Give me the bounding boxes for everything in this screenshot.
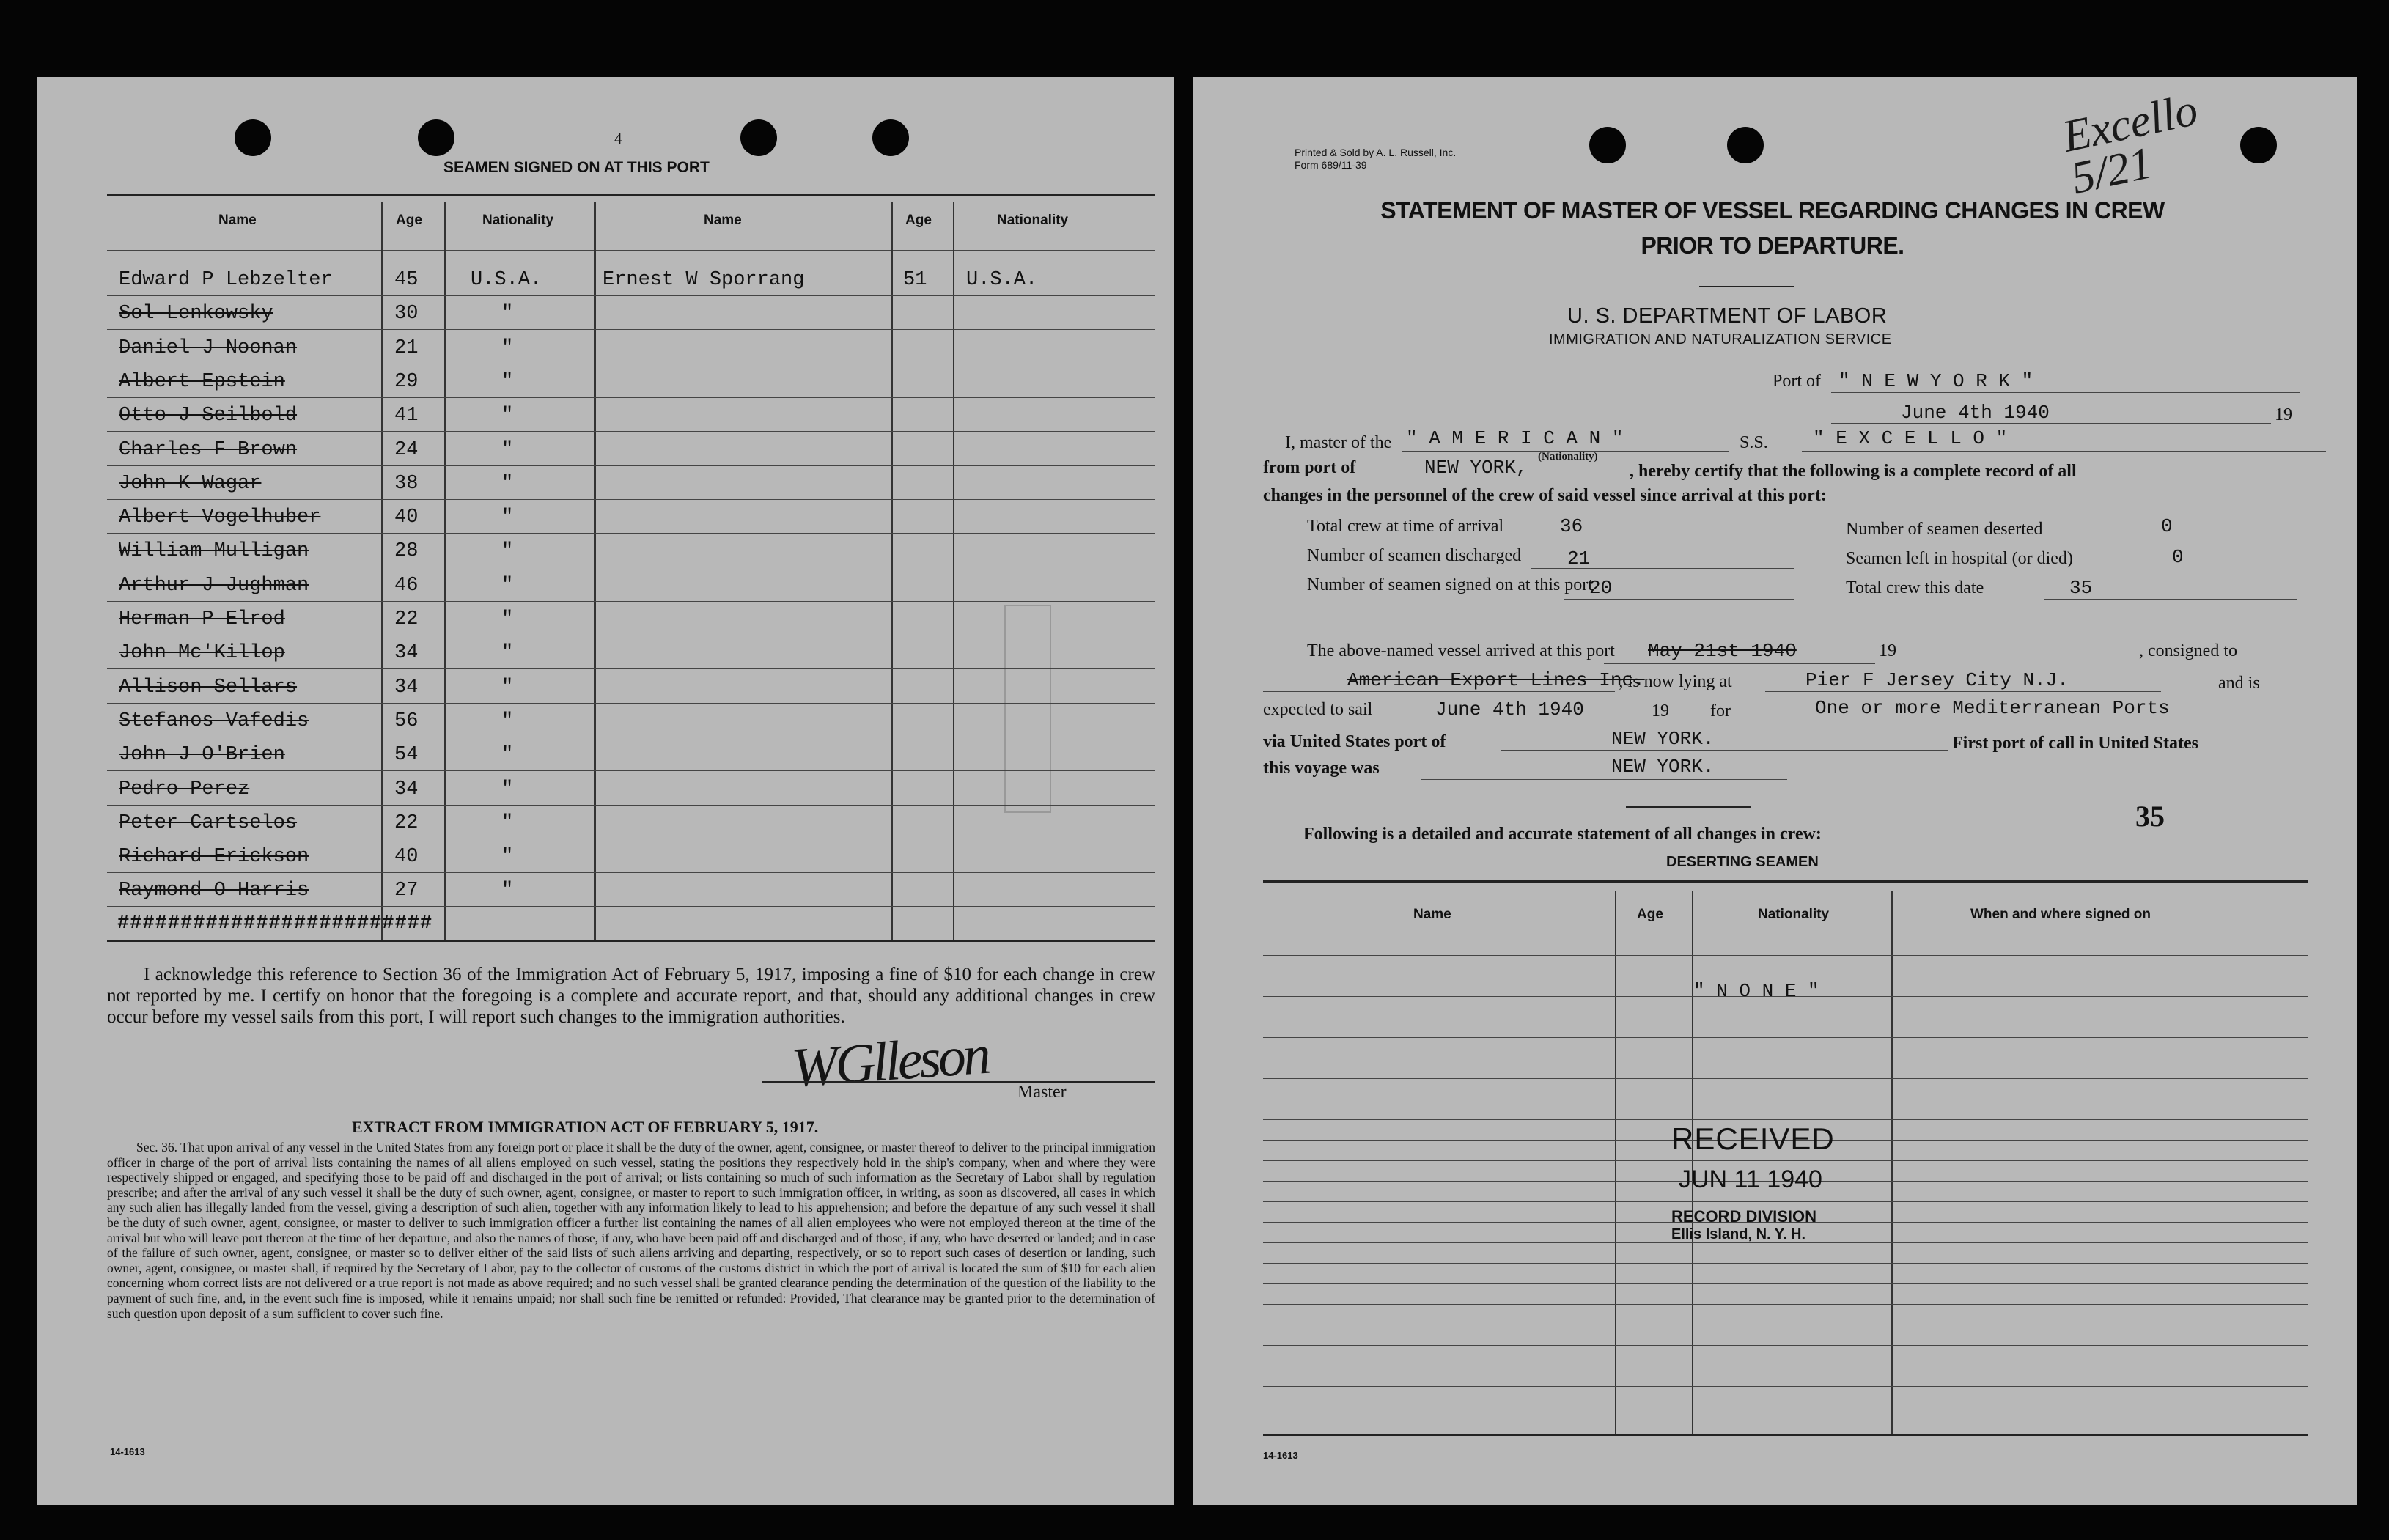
via-value: NEW YORK. bbox=[1611, 728, 1715, 750]
crew-name: Raymond O Harris bbox=[119, 880, 309, 902]
row-rule bbox=[1263, 1304, 2308, 1305]
stamp-location: Ellis Island, N. Y. H. bbox=[1671, 1226, 1806, 1242]
punch-hole bbox=[740, 119, 777, 156]
form-title-line1: STATEMENT OF MASTER OF VESSEL REGARDING CHANGES IN CREW bbox=[1380, 197, 2165, 224]
row-rule bbox=[107, 533, 1155, 534]
row-rule bbox=[107, 295, 1155, 296]
crew-name: Peter Cartselos bbox=[119, 811, 298, 834]
row-rule bbox=[1263, 955, 2308, 956]
deserting-bottom-rule bbox=[1263, 1434, 2308, 1436]
arrived-label: The above-named vessel arrived at this port bbox=[1307, 641, 1615, 660]
left-heading: SEAMEN SIGNED ON AT THIS PORT bbox=[443, 159, 710, 176]
col-head-nationality: Nationality bbox=[482, 213, 554, 228]
crew-name: John J O'Brien bbox=[119, 744, 285, 767]
col-head-name: Name bbox=[704, 213, 742, 228]
right-page bbox=[1193, 77, 2357, 1505]
punch-hole bbox=[418, 119, 454, 156]
crew-name: Otto J Seilbold bbox=[119, 405, 298, 427]
crew-age: 34 bbox=[394, 778, 419, 800]
field-line bbox=[1421, 779, 1787, 780]
received-stamp bbox=[1671, 1121, 1835, 1243]
crew-nationality: " bbox=[501, 778, 514, 800]
printer-line: Printed & Sold by A. L. Russell, Inc. bbox=[1295, 147, 1457, 158]
discharged-value: 21 bbox=[1567, 548, 1591, 570]
crew-nationality: " bbox=[501, 472, 514, 495]
crew-age: 56 bbox=[394, 710, 419, 732]
col-divider bbox=[891, 202, 893, 940]
from-port-label: from port of bbox=[1263, 458, 1356, 477]
crew-name: Charles F Brown bbox=[119, 438, 298, 461]
crew-age: 34 bbox=[394, 676, 419, 699]
total-big: 35 bbox=[2135, 800, 2165, 833]
crew-nationality: U.S.A. bbox=[966, 269, 1038, 291]
left-page bbox=[37, 77, 1174, 1505]
hospital-label: Seamen left in hospital (or died) bbox=[1846, 549, 2073, 568]
handwritten-note: Excello 5/21 bbox=[2058, 84, 2202, 204]
crew-name: Pedro Perez bbox=[119, 778, 250, 800]
punch-hole bbox=[1589, 127, 1626, 163]
crew-name: Stefanos Vafedis bbox=[119, 710, 309, 732]
field-line bbox=[1604, 663, 1875, 664]
row-rule bbox=[107, 770, 1155, 771]
crew-name: John Mc'Killop bbox=[119, 642, 285, 665]
crew-age: 34 bbox=[394, 642, 419, 665]
row-rule bbox=[107, 329, 1155, 330]
row-rule bbox=[1263, 1078, 2308, 1079]
crew-nationality: " bbox=[501, 811, 514, 834]
crew-age: 24 bbox=[394, 438, 419, 461]
crew-nationality: " bbox=[501, 303, 514, 325]
field-line bbox=[1501, 750, 1948, 751]
deserting-col-age: Age bbox=[1637, 907, 1663, 922]
total-crew-date-value: 35 bbox=[2069, 577, 2093, 599]
deserted-label: Number of seamen deserted bbox=[1846, 520, 2043, 539]
deserting-col-divider bbox=[1615, 891, 1616, 1434]
table-bottom-rule bbox=[107, 940, 1155, 942]
crew-age: 45 bbox=[394, 269, 419, 291]
changes-text: changes in the personnel of the crew of said vessel since arrival at this port: bbox=[1263, 486, 1827, 505]
col-divider bbox=[381, 202, 383, 940]
expected-value: June 4th 1940 bbox=[1435, 699, 1584, 721]
crew-age: 28 bbox=[394, 540, 419, 563]
row-rule bbox=[1263, 1386, 2308, 1387]
following-text: Following is a detailed and accurate statement of all changes in crew: bbox=[1303, 825, 1822, 844]
signature-line bbox=[762, 1081, 1155, 1083]
crew-name: John K Wagar bbox=[119, 472, 262, 495]
signed-on-label: Number of seamen signed on at this port bbox=[1307, 575, 1593, 594]
crew-nationality: " bbox=[501, 540, 514, 563]
crew-nationality: " bbox=[501, 370, 514, 393]
col-divider bbox=[594, 202, 596, 940]
form-code: 14-1613 bbox=[1263, 1450, 1298, 1461]
nationality-caption: (Nationality) bbox=[1538, 451, 1598, 463]
row-rule bbox=[107, 668, 1155, 669]
form-title-line2: PRIOR TO DEPARTURE. bbox=[1641, 232, 1904, 259]
field-line bbox=[2044, 599, 2297, 600]
form-title bbox=[1340, 193, 2205, 263]
destination-value: One or more Mediterranean Ports bbox=[1815, 697, 2170, 719]
stamp-date: JUN 11 1940 bbox=[1679, 1165, 1822, 1193]
crew-nationality: " bbox=[501, 608, 514, 630]
lying-label: ; is now lying at bbox=[1619, 672, 1732, 691]
field-line bbox=[1765, 691, 2161, 692]
crew-name: Richard Erickson bbox=[119, 846, 309, 869]
crew-name: Ernest W Sporrang bbox=[603, 269, 805, 291]
crew-nationality: " bbox=[501, 744, 514, 767]
row-rule bbox=[1263, 1345, 2308, 1346]
this-voyage-value: NEW YORK. bbox=[1611, 756, 1715, 778]
crew-name: Sol Lenkowsky bbox=[119, 303, 273, 325]
crew-name: Albert Vogelhuber bbox=[119, 506, 321, 529]
col-divider bbox=[953, 202, 954, 940]
service-name: IMMIGRATION AND NATURALIZATION SERVICE bbox=[1549, 331, 1892, 347]
lying-value: Pier F Jersey City N.J. bbox=[1805, 669, 2069, 691]
crew-age: 46 bbox=[394, 574, 419, 597]
expected-label: expected to sail bbox=[1263, 700, 1373, 719]
col-head-age: Age bbox=[396, 213, 422, 228]
row-rule bbox=[1263, 1263, 2308, 1264]
crew-name: Albert Epstein bbox=[119, 370, 285, 393]
crew-nationality: U.S.A. bbox=[471, 269, 542, 291]
row-rule bbox=[107, 872, 1155, 873]
total-crew-date-label: Total crew this date bbox=[1846, 578, 1984, 597]
from-port-value: NEW YORK, bbox=[1424, 457, 1528, 479]
punch-hole bbox=[872, 119, 909, 156]
port-line bbox=[1831, 392, 2300, 393]
crew-age: 41 bbox=[394, 405, 419, 427]
row-rule bbox=[107, 601, 1155, 602]
table-header-rule bbox=[107, 250, 1155, 251]
extract-text: Sec. 36. That upon arrival of any vessel in the United States from any foreign port or place it shall be the duty of the owner, agent, consignee, or master thereof to deliver to the principal immigration officer in charge of the port of arrival lists containing the names of all aliens employed on such vessel, stating the positions they respectively hold in the ship's company, when and where they were respectively shipped or engaged, and specifying those to be paid off and discharged in the port of arrival; or lists containing so much of such information as the Secretary of Labor shall by regulation prescribe; and after the arrival of any such vessel it shall be the duty of such owner, agent, consignee, or master to report to such immigration officer, in writing, as soon as discovered, all cases in which any such alien has illegally landed from the vessel, giving a description of such alien, together with any information likely to lead to his apprehension; and before the departure of any such vessel it shall be the duty of such owner, agent, consignee, or master to deliver to such immigration officer a further list containing the names of all alien employees who were not employed thereon at the time of the arrival but who will leave port thereon at the time of her departure, and also the names of those, if any, who have been paid off and discharged and of those, if any, who have deserted or landed; and in case of the failure of such owner, agent, consignee, or master so to deliver either of the said lists of such aliens arriving and departing, respectively, or so to report such cases of desertion or landing, such owner, agent, consignee, or master shall, if required by the Secretary of Labor, pay to the collector of customs of the customs district in which the port of arrival is located the sum of $10 for each alien concerning whom correct lists are not delivered or a true report is not made as above required; and no such vessel shall be granted clearance pending the determination of the question of the liability to the payment of such fine, and, in the event such fine is imposed, while it remains unpaid; nor shall such fine be remitted or refunded: Provided, That clearance may be granted prior to the determination of such question upon deposit of a sum sufficient to cover such fine. bbox=[107, 1140, 1155, 1321]
row-rule bbox=[107, 703, 1155, 704]
master-label: Master bbox=[1017, 1083, 1067, 1102]
stamp-received: RECEIVED bbox=[1671, 1121, 1835, 1156]
deserted-value: 0 bbox=[2161, 515, 2173, 537]
discharged-label: Number of seamen discharged bbox=[1307, 546, 1522, 565]
crew-age: 22 bbox=[394, 608, 419, 630]
crew-age: 22 bbox=[394, 811, 419, 834]
this-voyage-label: this voyage was bbox=[1263, 759, 1380, 778]
total-crew-arrival-label: Total crew at time of arrival bbox=[1307, 517, 1504, 536]
date-value: June 4th 1940 bbox=[1901, 402, 2050, 424]
acknowledgement-text: I acknowledge this reference to Section 36 of the Immigration Act of February 5, 1917, imposing a fine of $10 for each change in crew not reported by me. I certify on honor that the foregoing is a complete and accurate report, and that, should any additional changes in crew occur before my vessel sails from this port, I will report such changes to the immigration authorities. bbox=[107, 965, 1155, 1027]
table-top-rule bbox=[107, 194, 1155, 196]
row-rule bbox=[107, 499, 1155, 500]
master-signature: WGlleson bbox=[789, 1023, 990, 1099]
year-prefix: 19 bbox=[1879, 641, 1896, 660]
port-label: Port of bbox=[1773, 372, 1821, 391]
port-value: " N E W Y O R K " bbox=[1838, 370, 2033, 392]
row-rule bbox=[107, 431, 1155, 432]
vessel-value: " E X C E L L O " bbox=[1813, 427, 2008, 449]
crew-name: Arthur J Jughman bbox=[119, 574, 309, 597]
first-port-label: First port of call in United States bbox=[1952, 734, 2198, 753]
consignee-value: American Export Lines Inc. bbox=[1347, 669, 1645, 691]
hospital-value: 0 bbox=[2172, 546, 2184, 568]
department-name: U. S. DEPARTMENT OF LABOR bbox=[1567, 304, 1888, 328]
section-rule bbox=[1626, 806, 1751, 808]
crew-age: 38 bbox=[394, 472, 419, 495]
vessel-line bbox=[1802, 451, 2326, 452]
row-rule bbox=[107, 397, 1155, 398]
crew-age: 54 bbox=[394, 744, 419, 767]
none-value: " N O N E " bbox=[1693, 980, 1819, 1002]
crew-age: 51 bbox=[903, 269, 927, 291]
year-prefix: 19 bbox=[1652, 701, 1669, 721]
field-line bbox=[1263, 691, 1615, 692]
via-label: via United States port of bbox=[1263, 732, 1446, 751]
crew-nationality: " bbox=[501, 846, 514, 869]
field-line bbox=[1531, 568, 1794, 569]
col-head-age: Age bbox=[905, 213, 932, 228]
crew-nationality: " bbox=[501, 506, 514, 529]
crew-nationality: " bbox=[501, 574, 514, 597]
row-rule bbox=[1263, 1119, 2308, 1120]
nationality-value: " A M E R I C A N " bbox=[1406, 427, 1624, 449]
form-number: Form 689/11-39 bbox=[1295, 159, 1367, 171]
row-rule bbox=[107, 805, 1155, 806]
punch-hole bbox=[1727, 127, 1764, 163]
master-of-label: I, master of the bbox=[1285, 433, 1392, 452]
form-code: 14-1613 bbox=[110, 1446, 145, 1457]
extract-title: EXTRACT FROM IMMIGRATION ACT OF FEBRUARY 5, 1917. bbox=[352, 1118, 819, 1136]
and-is-text: and is bbox=[2218, 674, 2260, 693]
year-prefix: 19 bbox=[2275, 405, 2292, 424]
deserting-heading: DESERTING SEAMEN bbox=[1666, 854, 1819, 870]
row-rule bbox=[1263, 1283, 2308, 1284]
crew-nationality: " bbox=[501, 710, 514, 732]
crew-nationality: " bbox=[501, 676, 514, 699]
crew-name: Herman P Elrod bbox=[119, 608, 285, 630]
page-number: 4 bbox=[614, 130, 622, 147]
faint-stamp bbox=[1004, 605, 1051, 813]
crew-age: 29 bbox=[394, 370, 419, 393]
crew-name: Edward P Lebzelter bbox=[119, 269, 333, 291]
deserting-col-name: Name bbox=[1413, 907, 1451, 922]
deserting-col-nationality: Nationality bbox=[1758, 907, 1830, 922]
col-head-nationality: Nationality bbox=[997, 213, 1069, 228]
deserting-col-signed-on: When and where signed on bbox=[1970, 907, 2151, 922]
col-head-name: Name bbox=[218, 213, 257, 228]
deserting-col-divider bbox=[1891, 891, 1893, 1434]
crew-nationality: " bbox=[501, 405, 514, 427]
crew-age: 40 bbox=[394, 846, 419, 869]
crew-nationality: " bbox=[501, 438, 514, 461]
arrived-value: May 21st 1940 bbox=[1648, 640, 1797, 662]
stamp-division: RECORD DIVISION bbox=[1671, 1207, 1817, 1226]
crew-name: Allison Sellars bbox=[119, 676, 298, 699]
consigned-label: , consigned to bbox=[2139, 641, 2237, 660]
col-divider bbox=[444, 202, 446, 940]
row-rule bbox=[1263, 1037, 2308, 1038]
total-crew-arrival-value: 36 bbox=[1560, 515, 1583, 537]
crew-nationality: " bbox=[501, 642, 514, 665]
crew-age: 30 bbox=[394, 303, 419, 325]
crew-name: William Mulligan bbox=[119, 540, 309, 563]
certify-text: , hereby certify that the following is a complete record of all bbox=[1630, 462, 2077, 481]
punch-hole bbox=[235, 119, 271, 156]
signed-on-value: 20 bbox=[1589, 577, 1613, 599]
date-line bbox=[1831, 423, 2271, 424]
row-rule bbox=[107, 906, 1155, 907]
crew-age: 21 bbox=[394, 336, 419, 359]
deserting-top-rule bbox=[1263, 880, 2308, 883]
title-rule bbox=[1699, 286, 1794, 287]
ss-label: S.S. bbox=[1740, 433, 1768, 452]
for-label: for bbox=[1710, 701, 1731, 721]
row-rule bbox=[107, 465, 1155, 466]
crew-name: Daniel J Noonan bbox=[119, 336, 298, 359]
crew-age: 40 bbox=[394, 506, 419, 529]
crew-age: 27 bbox=[394, 880, 419, 902]
crew-nationality: " bbox=[501, 880, 514, 902]
field-line bbox=[1564, 599, 1794, 600]
crew-nationality: " bbox=[501, 336, 514, 359]
cancelled-row: ######################### bbox=[117, 913, 433, 935]
